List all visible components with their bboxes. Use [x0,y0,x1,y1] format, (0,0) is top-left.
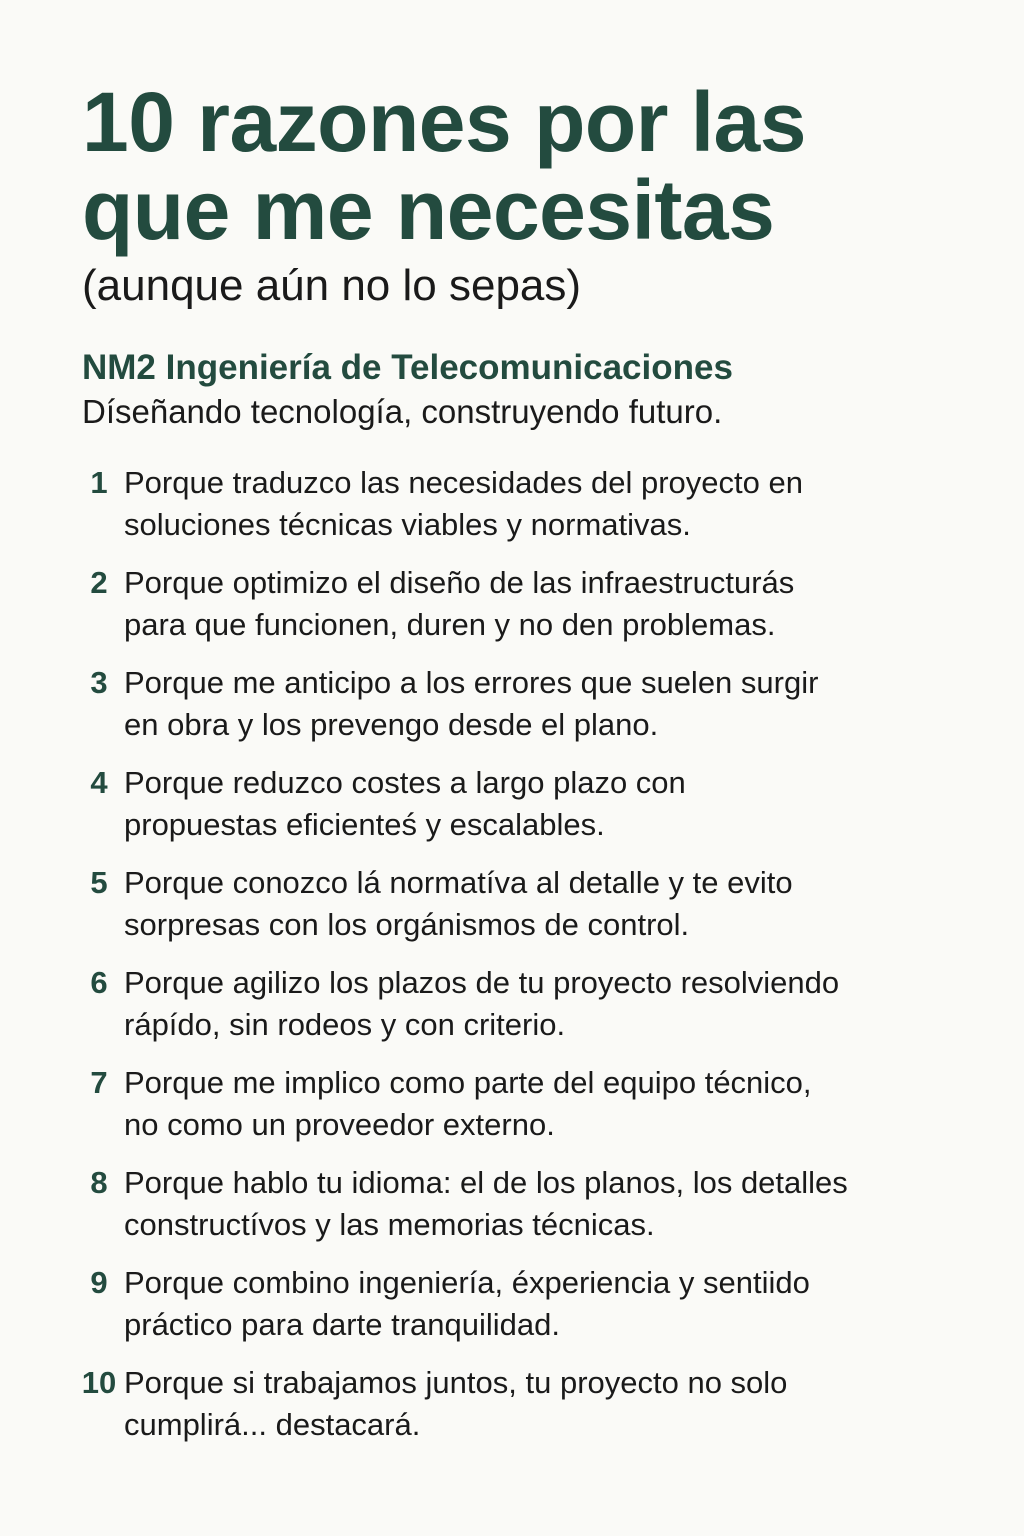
title-line-2: que me necesitas [82,163,775,257]
reason-number: 2 [90,565,108,600]
reason-line: no como un proveedor externo. [124,1107,555,1142]
reason-text [124,462,803,546]
reason-text [124,762,686,846]
list-item [74,762,982,846]
reason-line: rápído, sin rodeos y con criterio. [124,1007,566,1042]
reason-line: Porque reduzco costes a largo plazo con [124,765,686,800]
reason-number: 9 [90,1265,108,1300]
reason-number: 6 [90,965,108,1000]
list-item [74,962,982,1046]
reason-number: 7 [90,1065,108,1100]
reason-text [124,662,818,746]
reason-line: Porque combino ingeniería, éxperiencia y sentiido [124,1265,810,1300]
reason-number: 4 [90,765,108,800]
reason-text [124,562,794,646]
reason-text [124,1062,812,1146]
reason-line: constructívos y las memorias técnicas. [124,1207,655,1242]
page-subtitle: (aunque aún no lo sepas) [82,261,582,310]
brand-name: NM2 Ingeniería de Telecomunicaciones [82,348,733,387]
reason-line: Porque hablo tu idioma: el de los planos, los detalles [124,1165,848,1200]
list-item [74,1162,982,1246]
reason-line: soluciones técnicas viables y normativas. [124,507,691,542]
reason-line: Porque agilizo los plazos de tu proyecto resolviendo [124,965,840,1000]
reason-text [124,962,839,1046]
list-item [74,562,982,646]
list-item [74,1362,982,1446]
list-item [74,1062,982,1146]
reason-number: 3 [90,665,108,700]
title-line-1: 10 razones por las [82,75,806,169]
reason-text [124,1362,787,1446]
reason-line: práctico para darte tranquilidad. [124,1307,560,1342]
reason-line: Porque optimizo el diseño de las infraestructurás [124,565,795,600]
reason-line: para que funcionen, duren y no den problemas. [124,607,776,642]
reason-line: Porque traduzco las necesidades del proyecto en [124,465,803,500]
reason-line: Porque conozco lá normatíva al detalle y te evito [124,865,793,900]
reason-line: cumplirá... destacará. [124,1407,421,1442]
reason-line: Porque me anticipo a los errores que suelen surgir [124,665,819,700]
list-item [74,462,982,546]
reason-number: 1 [90,465,108,500]
list-item [74,662,982,746]
list-item [74,1262,982,1346]
page-title [82,75,982,257]
reason-line: propuestas eficienteś y escalables. [124,807,605,842]
reason-number: 10 [81,1365,117,1400]
poster [81,75,982,1462]
list-item [74,862,982,946]
brand-tagline: Díseñando tecnología, construyendo futuro. [82,393,723,430]
brand-block [82,346,982,434]
reason-line: Porque si trabajamos juntos, tu proyecto no solo [124,1365,788,1400]
reason-text [124,1162,848,1246]
reason-line: en obra y los prevengo desde el plano. [124,707,659,742]
reason-text [124,862,793,946]
reasons-list [74,462,982,1446]
reason-number: 8 [90,1165,108,1200]
reason-number: 5 [90,865,108,900]
reason-text [124,1262,810,1346]
reason-line: sorpresas con los orgánismos de control. [124,907,690,942]
reason-line: Porque me implico como parte del equipo técnico, [124,1065,812,1100]
